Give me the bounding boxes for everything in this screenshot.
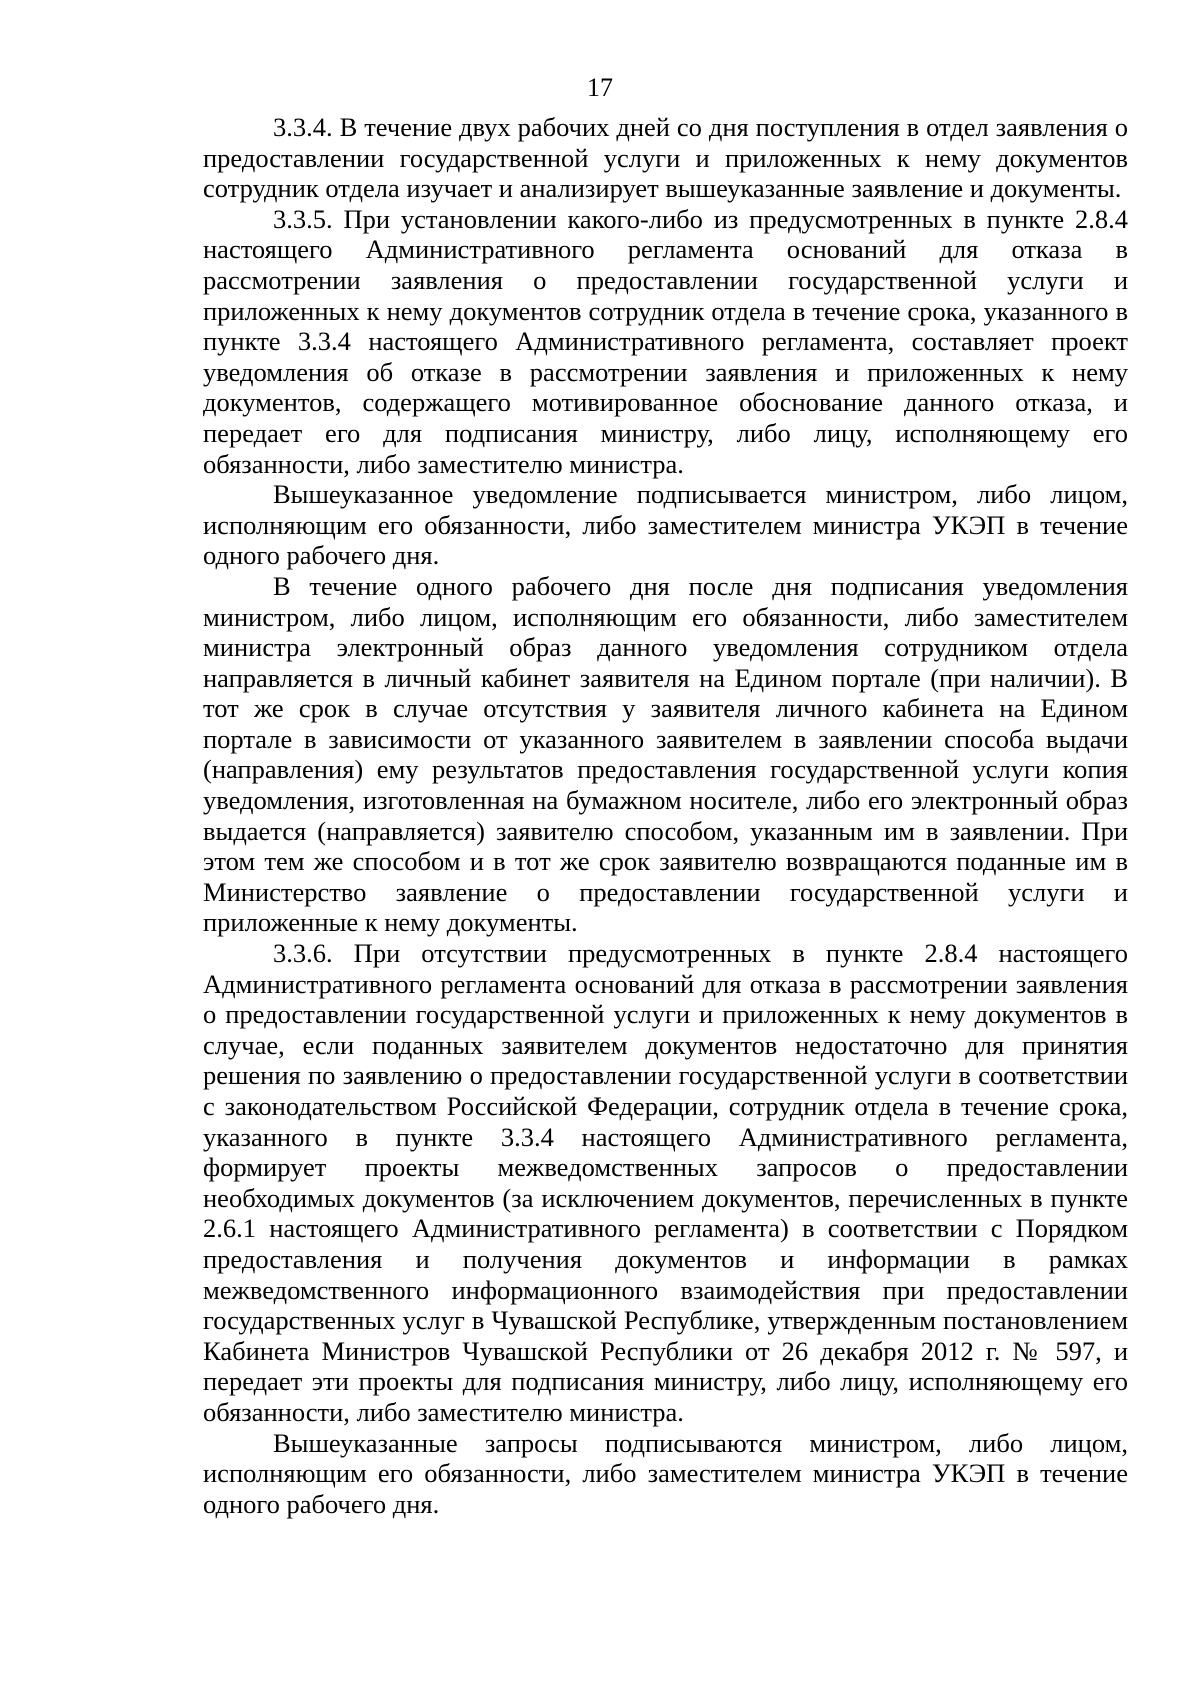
paragraph-notice-signing: Вышеуказанное уведомление подписывается министром, либо лицом, исполняющим его обязанности, либо заместителем министра УКЭП в течение одного рабочего дня. (203, 479, 1128, 571)
paragraph-3-3-4: 3.3.4. В течение двух рабочих дней со дня поступления в отдел заявления о предоставлении государственной услуги и приложенных к нему документов сотрудник отдела изучает и анализирует вышеуказанные заявление и документы. (203, 112, 1128, 204)
page-number: 17 (587, 73, 613, 102)
paragraph-notice-delivery: В течение одного рабочего дня после дня подписания уведомления министром, либо лицом, исполняющим его обязанности, либо заместителем министра электронный образ данного уведомления сотрудником отдела направляется в личный кабинет заявителя на Едином портале (при наличии). В тот же срок в случае отсутствия у заявителя личного кабинета на Едином портале в зависимости от указанного заявителем в заявлении способа выдачи (направления) ему результатов предоставления государственной услуги копия уведомления, изготовленная на бумажном носителе, либо его электронный образ выдается (направляется) заявителю способом, указанным им в заявлении. При этом тем же способом и в тот же срок заявителю возвращаются поданные им в Министерство заявление о предоставлении государственной услуги и приложенные к нему документы. (203, 570, 1128, 938)
paragraph-requests-signing: Вышеуказанные запросы подписываются министром, либо лицом, исполняющим его обязанности, либо заместителем министра УКЭП в течение одного рабочего дня. (203, 1427, 1128, 1519)
document-body (203, 112, 1128, 1519)
paragraph-3-3-6: 3.3.6. При отсутствии предусмотренных в пункте 2.8.4 настоящего Административного регламента оснований для отказа в рассмотрении заявления о предоставлении государственной услуги и приложенных к нему документов в случае, если поданных заявителем документов недостаточно для принятия решения по заявлению о предоставлении государственной услуги в соответствии с законодательством Российской Федерации, сотрудник отдела в течение срока, указанного в пункте 3.3.4 настоящего Административного регламента, формирует проекты межведомственных запросов о предоставлении необходимых документов (за исключением документов, перечисленных в пункте 2.6.1 настоящего Административного регламента) в соответствии с Порядком предоставления и получения документов и информации в рамках межведомственного информационного взаимодействия при предоставлении государственных услуг в Чувашской Республике, утвержденным постановлением Кабинета Министров Чувашской Республики от 26 декабря 2012 г. № 597, и передает эти проекты для подписания министру, либо лицу, исполняющему его обязанности, либо заместителю министра. (203, 938, 1128, 1427)
paragraph-3-3-5: 3.3.5. При установлении какого-либо из предусмотренных в пункте 2.8.4 настоящего Административного регламента оснований для отказа в рассмотрении заявления о предоставлении государственной услуги и приложенных к нему документов сотрудник отдела в течение срока, указанного в пункте 3.3.4 настоящего Административного регламента, составляет проект уведомления об отказе в рассмотрении заявления и приложенных к нему документов, содержащего мотивированное обоснование данного отказа, и передает его для подписания министру, либо лицу, исполняющему его обязанности, либо заместителю министра. (203, 203, 1128, 479)
